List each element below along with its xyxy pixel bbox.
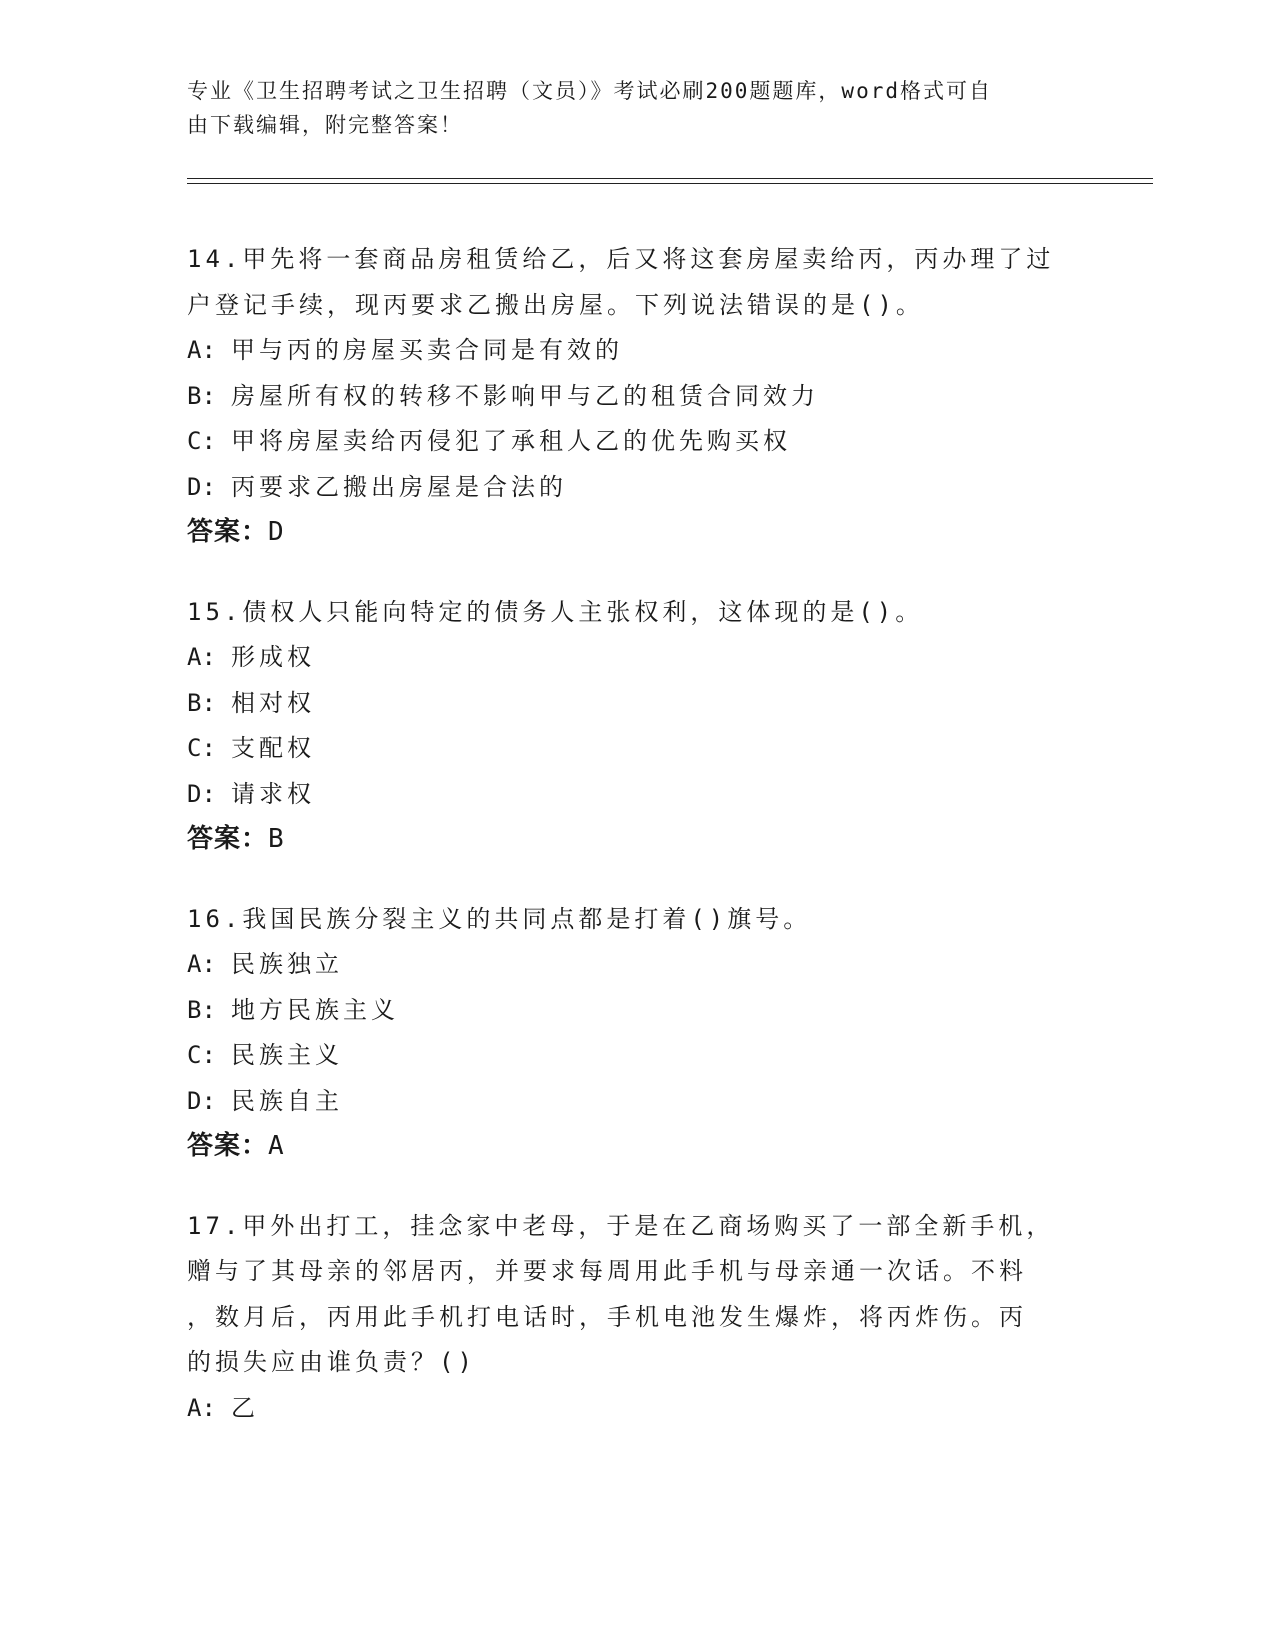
question-16 [187,897,1087,1170]
question-text-line: 14.甲先将一套商品房租赁给乙，后又将这套房屋卖给丙，丙办理了过 [187,245,1055,273]
option-a [187,942,1087,988]
option-key: D: [187,779,216,808]
question-text-line: ，数月后，丙用此手机打电话时，手机电池发生爆炸，将丙炸伤。丙 [187,1302,1027,1331]
option-text: 甲与丙的房屋买卖合同是有效的 [231,336,623,364]
option-key: B: [187,995,216,1024]
option-text: 地方民族主义 [231,995,399,1024]
question-text-line: 赠与了其母亲的邻居丙，并要求每周用此手机与母亲通一次话。不料 [187,1257,1027,1285]
option-text: 房屋所有权的转移不影响甲与乙的租赁合同效力 [231,381,819,410]
option-b [187,988,1087,1034]
option-a [187,328,1087,374]
option-key: C: [187,734,216,762]
option-text: 民族主义 [231,1041,343,1069]
answer-label: 答案： [187,517,269,547]
answer-line [187,817,1087,863]
question-14 [187,237,1087,556]
option-key: A: [187,643,216,671]
option-text: 民族自主 [231,1086,343,1115]
question-text-line: 15.债权人只能向特定的债务人主张权利，这体现的是()。 [187,597,924,626]
question-text-line: 的损失应由谁负责？() [187,1348,476,1376]
question-text-line: 户登记手续，现丙要求乙搬出房屋。下列说法错误的是()。 [187,290,924,319]
answer-line [187,1124,1087,1170]
answer-label: 答案： [187,1131,269,1161]
option-a [187,635,1087,681]
question-list [187,237,1087,1465]
option-key: B: [187,688,216,717]
option-c [187,419,1087,465]
header-line-2: 由下载编辑，附完整答案！ [187,113,463,137]
option-c [187,1033,1087,1079]
option-key: A: [187,950,216,978]
option-text: 形成权 [231,643,315,671]
option-text: 请求权 [231,779,315,808]
answer-label: 答案： [187,824,269,854]
document-header [187,74,1087,142]
option-text: 相对权 [231,688,315,717]
answer-line [187,510,1087,556]
header-divider-top [187,178,1153,179]
option-a [187,1386,1087,1432]
header-line-1: 专业《卫生招聘考试之卫生招聘（文员）》考试必刷200题题库，word格式可自 [187,79,992,103]
answer-value: B [268,824,285,854]
option-text: 甲将房屋卖给丙侵犯了承租人乙的优先购买权 [231,427,791,455]
option-key: B: [187,381,216,410]
option-d [187,1079,1087,1125]
answer-value: A [268,1131,285,1161]
option-key: C: [187,427,216,455]
question-text-line: 17.甲外出打工，挂念家中老母，于是在乙商场购买了一部全新手机， [187,1211,1055,1240]
option-text: 丙要求乙搬出房屋是合法的 [231,472,567,501]
option-d [187,465,1087,511]
option-b [187,374,1087,420]
option-text: 支配权 [231,734,315,762]
option-key: C: [187,1041,216,1069]
question-17 [187,1204,1087,1432]
option-key: D: [187,1086,216,1115]
option-key: A: [187,336,216,364]
option-c [187,726,1087,772]
question-15 [187,590,1087,863]
option-b [187,681,1087,727]
option-d [187,772,1087,818]
answer-value: D [268,517,285,547]
option-key: A: [187,1393,216,1422]
header-divider-bottom [187,183,1153,184]
question-text-line: 16.我国民族分裂主义的共同点都是打着()旗号。 [187,904,812,933]
option-text: 民族独立 [231,950,343,978]
option-text: 乙 [231,1393,259,1422]
option-key: D: [187,472,216,501]
